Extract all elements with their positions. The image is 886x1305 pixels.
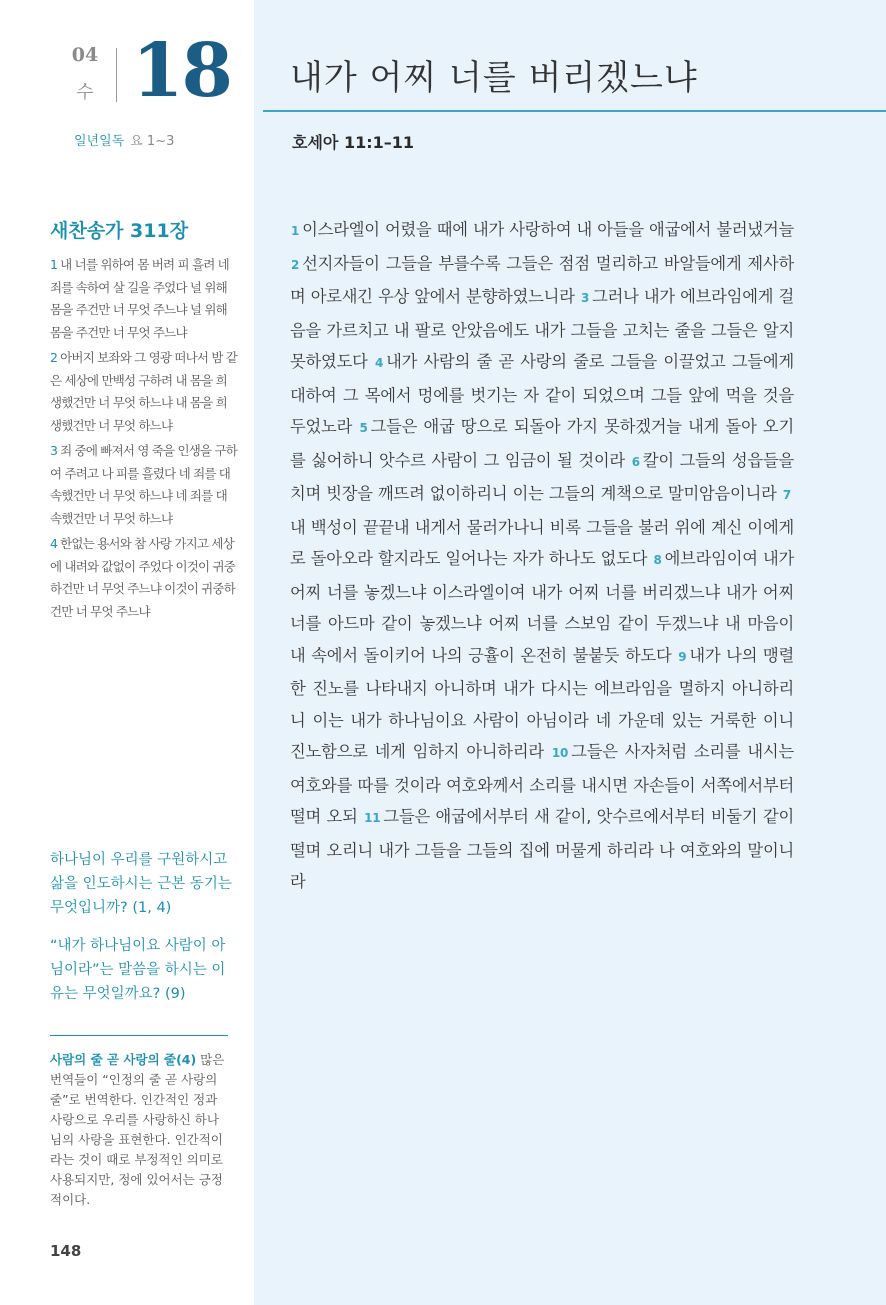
verse-text: 칼이 그들의 성읍들을 치며 빗장을 깨뜨려 없이하리니 이는 그들의 계책으로 말미암음이니라 xyxy=(290,450,795,503)
verse-number: 6 xyxy=(631,454,640,469)
hymn-verse-number: 3 xyxy=(50,443,58,458)
verse-number: 10 xyxy=(551,746,569,760)
verse-text: 내가 사람의 줄 곧 사랑의 줄로 그들을 이끌었고 그들에게 대하여 그 목에서 멍에를 벗기는 자 같이 되었으며 그들 앞에 먹을 것을 두었노라 xyxy=(290,352,794,436)
verse-text: 선지자들이 그들을 부를수록 그들은 점점 멀리하고 바알들에게 제사하며 아로새긴 우상 앞에서 분향하였느니라 xyxy=(290,253,794,306)
hymn-verse xyxy=(50,347,238,437)
verse-text: 에브라임이여 내가 어찌 너를 놓겠느냐 이스라엘이여 내가 어찌 너를 버리겠느냐 내가 어찌 너를 아드마 같이 놓겠느냐 어찌 너를 스보임 같이 두겠느냐 내 마음이 내 속에서 돌이키어 나의 긍휼이 온전히 불붙듯 하도다 xyxy=(290,549,795,665)
page-number: 148 xyxy=(50,1242,82,1260)
hymn-verse-number: 1 xyxy=(50,257,58,272)
passage-reference: 호세아 11:1–11 xyxy=(292,133,415,152)
verse-number: 11 xyxy=(364,811,381,825)
note-text: 많은 번역들이 “인정의 줄 곧 사랑의 줄”로 번역한다. 인간적인 정과 사랑으로 우리를 사랑하신 하나님의 사랑을 표현한다. 인간적이라는 것이 때로 부정적인 의미로 사용되지만, 정에 있어서는 긍정적이다. xyxy=(50,1052,225,1207)
scripture-text xyxy=(290,214,794,898)
hymn-title: 새찬송가 311장 xyxy=(50,220,189,242)
hymn-verse-text: 아버지 보좌와 그 영광 떠나서 밤 같은 세상에 만백성 구하려 내 몸을 희생했건만 너 무엇 하느냐 내 몸을 희생했건만 너 무엇 하느냐 xyxy=(50,350,238,433)
verse-text: 그들은 사자처럼 소리를 내시는 여호와를 따를 것이라 여호와께서 소리를 내시면 자손들이 서쪽에서부터 떨며 오되 xyxy=(290,742,794,826)
question: “내가 하나님이요 사람이 아님이라”는 말씀을 하시는 이유는 무엇일까요? (9) xyxy=(50,938,226,1002)
sidebar xyxy=(0,0,254,1305)
yearly-reading-label: 일년일독 xyxy=(74,134,125,149)
verse-number: 1 xyxy=(291,224,300,238)
verse-text: 내가 나의 맹렬한 진노를 나타내지 아니하며 내가 다시는 에브라임을 멸하지 아니하리니 이는 내가 하나님이요 사람이 아님이라 네 가운데 있는 거룩한 이니 진노함으로 네게 임하지 아니하리라 xyxy=(290,645,794,761)
verse-number: 2 xyxy=(291,257,300,272)
hymn-verse xyxy=(50,533,238,623)
hymn-verse-number: 4 xyxy=(50,536,58,551)
verse-text: 이스라엘이 어렸을 때에 내가 사랑하여 내 아들을 애굽에서 불러냈거늘 xyxy=(302,220,794,239)
day-number: 18 xyxy=(132,28,231,114)
note-term: 사람의 줄 곧 사랑의 줄(4) xyxy=(50,1052,197,1067)
verse-text: 내 백성이 끝끝내 내게서 물러가나니 비록 그들을 불러 위에 계신 이에게로 돌아오라 할지라도 일어나는 자가 하나도 없도다 xyxy=(290,517,794,568)
hymn-verse xyxy=(50,440,238,530)
word-note xyxy=(50,1050,230,1210)
divider xyxy=(50,1035,228,1036)
verse-number: 9 xyxy=(678,649,687,664)
verse-text: 그들은 애굽에서부터 새 같이, 앗수르에서부터 비둘기 같이 떨며 오리니 내가 그들을 그들의 집에 머물게 하리라 나 여호와의 말이니라 xyxy=(290,807,794,891)
hymn-verse-text: 내 너를 위하여 몸 버려 피 흘려 네 죄를 속하여 살 길을 주었다 널 위해 몸을 주건만 너 무엇 주느냐 널 위해 몸을 주건만 너 무엇 주느냐 xyxy=(50,257,229,340)
hymn-lyrics xyxy=(50,254,238,626)
date-divider xyxy=(116,48,117,102)
reflection-questions xyxy=(50,848,236,1020)
verse-text: 그들은 애굽 땅으로 되돌아 가지 못하겠거늘 내게 돌아 오기를 싫어하니 앗수르 사람이 그 임금이 될 것이라 xyxy=(290,417,794,470)
hymn-verse-text: 죄 중에 빠져서 영 죽을 인생을 구하여 주려고 나 피를 흘렸다 네 죄를 대속했건만 너 무엇 하느냐 네 죄를 대속했건만 너 무엇 하느냐 xyxy=(50,443,238,526)
page-title: 내가 어찌 너를 버리겠느냐 xyxy=(290,58,698,98)
title-divider xyxy=(263,110,886,112)
month: 04 xyxy=(71,44,99,66)
question: 하나님이 우리를 구원하시고 삶을 인도하시는 근본 동기는 무엇입니까? (1, 4) xyxy=(50,852,232,916)
verse-number: 4 xyxy=(374,356,384,370)
hymn-verse xyxy=(50,254,238,344)
verse-number: 8 xyxy=(653,553,662,567)
yearly-reading xyxy=(74,130,174,149)
verse-number: 3 xyxy=(580,291,590,305)
yearly-reading-ref: 요 1~3 xyxy=(130,134,175,149)
verse-text: 그러나 내가 에브라임에게 걸음을 가르치고 내 팔로 안았음에도 내가 그들을 고치는 줄을 그들은 알지 못하였도다 xyxy=(290,287,794,371)
hymn-verse-text: 한없는 용서와 참 사랑 가지고 세상에 내려와 값없이 주었다 이것이 귀중하건만 너 무엇 주느냐 이것이 귀중하건만 너 무엇 주느냐 xyxy=(50,536,235,619)
weekday: 수 xyxy=(76,82,94,103)
hymn-verse-number: 2 xyxy=(50,350,58,365)
verse-number: 7 xyxy=(782,488,791,502)
verse-number: 5 xyxy=(359,421,368,435)
